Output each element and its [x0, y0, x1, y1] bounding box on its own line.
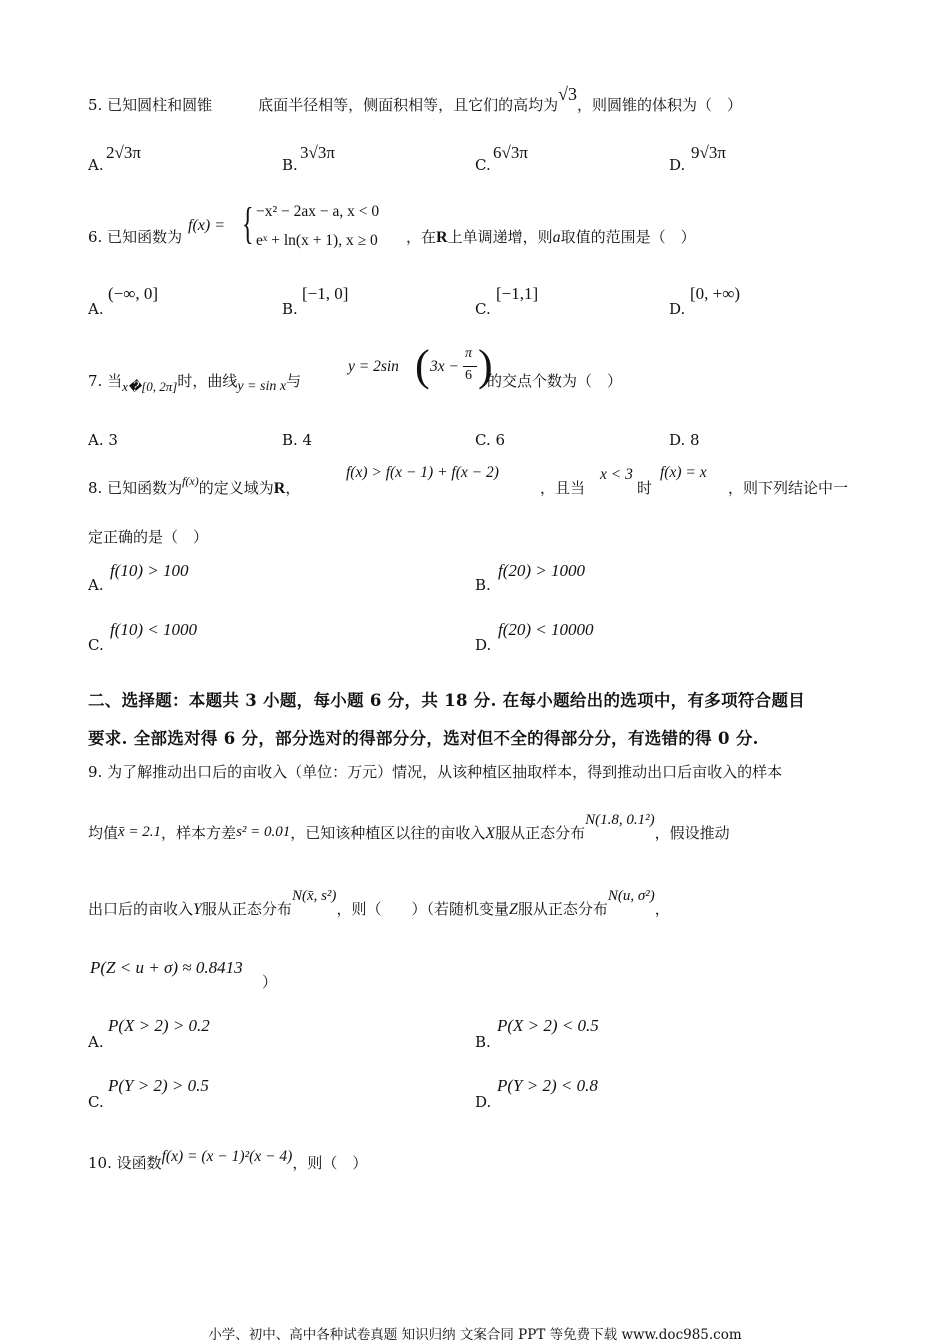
q7-math3-lparen: (: [415, 341, 430, 390]
q9-l3-math-normal-z: N(u, σ²): [607, 888, 655, 904]
q9-l2-text-e: ，假设推动: [654, 824, 730, 842]
q8-stem-line2: 定正确的是（ ）: [88, 528, 209, 546]
q9-option-c-label: C.: [88, 1093, 104, 1111]
q5-option-b-label: B.: [282, 156, 298, 174]
q5-option-a-math: 2√3π: [106, 143, 141, 162]
q6-stem-a-var: a: [552, 229, 561, 246]
q9-l2-math-s2: s² = 0.01: [236, 824, 291, 840]
q7-stem-math-2: y = sin x: [237, 379, 287, 394]
q7-stem-text-a: 7. 当: [88, 372, 123, 390]
q6-option-d-math: [0, +∞): [690, 284, 741, 303]
q7-option-c: C. 6: [475, 431, 506, 449]
q6-option-a-math: (−∞, 0]: [108, 284, 159, 303]
q8-option-a-math: f(10) > 100: [110, 561, 189, 580]
q9-l4-close: ）: [262, 973, 278, 991]
q8-stem-text-b: 的定义域为: [198, 479, 274, 497]
q8-stem-text-e: 时: [637, 479, 653, 497]
q6-option-c-label: C.: [475, 300, 491, 318]
q8-stem-math-2: f(x) > f(x − 1) + f(x − 2): [346, 464, 499, 481]
q5-option-c-label: C.: [475, 156, 491, 174]
q8-stem-r: R: [273, 480, 286, 497]
q5-stem-text-a: 5. 已知圆柱和圆锥: [88, 96, 213, 114]
q8-option-c-math: f(10) < 1000: [110, 620, 198, 639]
q7-stem: [88, 371, 301, 393]
q8-stem-text-c: ，: [285, 479, 301, 497]
q9-l2-math-normal: N(1.8, 0.1²): [585, 812, 655, 828]
q9-option-b-math: P(X > 2) < 0.5: [497, 1016, 599, 1035]
q6-option-a-label: A.: [88, 300, 104, 318]
q9-option-c-math: P(Y > 2) > 0.5: [108, 1076, 209, 1095]
q6-option-b-math: [−1, 0]: [302, 284, 349, 303]
q9-option-b-label: B.: [475, 1033, 491, 1051]
q8-stem-math-3: x < 3: [600, 466, 633, 483]
q8-stem-text-f: ，则下列结论中一: [728, 479, 849, 497]
q5-option-b-math: 3√3π: [300, 143, 335, 162]
q7-math3-six: 6: [465, 368, 472, 383]
q8-stem-math-1: f(x): [182, 474, 199, 488]
q7-option-d: D. 8: [669, 431, 700, 449]
q9-l2-text-c: ，已知该种植区以往的亩收入: [290, 824, 486, 842]
q7-option-a: A. 3: [88, 431, 118, 449]
q8-option-a-label: A.: [88, 576, 104, 594]
q6-stem-suffix: [406, 227, 696, 248]
q9-l2-text-b: ，样本方差: [161, 824, 237, 842]
q6-stem-text-b: ，在: [406, 228, 437, 246]
q9-line2: [88, 812, 730, 844]
q9-l2-math-xbar: x̄ = 2.1: [118, 824, 162, 840]
q8-option-b-label: B.: [475, 576, 491, 594]
q7-math3-inner: 3x −: [430, 358, 459, 375]
q9-l3-math-y: Y: [193, 901, 202, 918]
q6-case-2: eˣ + ln(x + 1), x ≥ 0: [256, 232, 378, 249]
q7-stem-text-d: 的交点个数为（ ）: [487, 372, 623, 390]
q7-math3-rparen: ): [478, 341, 493, 390]
q8-option-d-label: D.: [475, 636, 492, 654]
q9-line3: [88, 888, 670, 920]
q6-stem-text-d: 取值的范围是（ ）: [560, 228, 696, 246]
q6-option-b-label: B.: [282, 300, 298, 318]
q10-stem-math: f(x) = (x − 1)²(x − 4): [161, 1148, 293, 1165]
q6-stem-r: R: [436, 229, 448, 246]
q7-stem-text-c: 与: [286, 372, 302, 390]
q9-option-a-label: A.: [88, 1033, 104, 1051]
q9-line1: 9. 为了解推动出口后的亩收入（单位：万元）情况，从该种植区抽取样本，得到推动出口后亩收入的样本: [88, 763, 783, 781]
q8-stem-math-4: f(x) = x: [660, 464, 707, 481]
q7-math3-lhs: y = 2sin: [348, 358, 399, 375]
q5-stem-text-c: ，则圆锥的体积为（ ）: [577, 96, 743, 114]
q8-stem-text-d: ，且当: [540, 479, 586, 497]
q5-option-a-label: A.: [88, 156, 104, 174]
q6-left-brace: {: [242, 199, 254, 248]
q9-l3-text-e: ，: [654, 900, 670, 918]
q6-stem-text-c: 上单调递增，则: [447, 228, 553, 246]
q6-case-1: −x² − 2ax − a, x < 0: [256, 203, 380, 220]
q5-stem: [88, 84, 743, 115]
q9-l3-text-a: 出口后的亩收入: [88, 900, 194, 918]
q5-option-c-math: 6√3π: [493, 143, 528, 162]
q6-stem-prefix: 6. 已知函数为: [88, 228, 183, 246]
q9-option-d-label: D.: [475, 1093, 492, 1111]
q10-stem-text-b: ，则（ ）: [292, 1154, 368, 1172]
q8-stem-line1: [88, 474, 301, 499]
q8-option-c-label: C.: [88, 636, 104, 654]
q9-l2-text-a: 均值: [88, 824, 119, 842]
q9-l2-text-d: 服从正态分布: [495, 824, 586, 842]
q7-stem-math-1: x�[0, 2π]: [122, 379, 178, 394]
q5-option-d-math: 9√3π: [691, 143, 726, 162]
q9-option-a-math: P(X > 2) > 0.2: [108, 1016, 210, 1035]
q10-stem: [88, 1148, 368, 1174]
q9-l3-math-z: Z: [508, 901, 518, 918]
q6-func-lhs: f(x) =: [188, 217, 225, 234]
q10-stem-text-a: 10. 设函数: [88, 1154, 162, 1172]
q6-option-d-label: D.: [669, 300, 686, 318]
q9-l3-text-c: ，则（ ）（若随机变量: [336, 900, 509, 918]
q9-option-d-math: P(Y > 2) < 0.8: [497, 1076, 598, 1095]
q8-option-b-math: f(20) > 1000: [498, 561, 586, 580]
section2-heading-line1: 二、选择题：本题共 3 小题，每小题 6 分，共 18 分. 在每小题给出的选项中，有多项符合题目: [88, 691, 806, 710]
page-footer: 小学、初中、高中各种试卷真题 知识归纳 文案合同 PPT 等免费下载 www.doc985.com: [208, 1327, 742, 1343]
q9-l3-text-d: 服从正态分布: [517, 900, 608, 918]
q9-l2-math-x: X: [485, 825, 496, 842]
q8-option-d-math: f(20) < 10000: [498, 620, 594, 639]
q8-stem-text-a: 8. 已知函数为: [88, 479, 183, 497]
section2-heading-line2: 要求. 全部选对得 6 分，部分选对的得部分分，选对但不全的得部分分，有选错的得 0 分.: [88, 729, 759, 748]
q9-l3-math-normal-y: N(x̄, s²): [291, 888, 337, 904]
q7-math3-pi: π: [465, 346, 473, 361]
q7-option-b: B. 4: [282, 431, 313, 449]
q5-stem-math: √3: [558, 84, 577, 104]
q7-math3-fraction-bar: [463, 366, 477, 367]
q7-stem-text-b: 时，曲线: [177, 372, 238, 390]
q9-l4-math: P(Z < u + σ) ≈ 0.8413: [90, 958, 243, 977]
q5-option-d-label: D.: [669, 156, 686, 174]
q5-stem-text-b: 底面半径相等，侧面积相等，且它们的高均为: [258, 96, 559, 114]
q9-l3-text-b: 服从正态分布: [201, 900, 292, 918]
q6-option-c-math: [−1,1]: [496, 284, 539, 303]
